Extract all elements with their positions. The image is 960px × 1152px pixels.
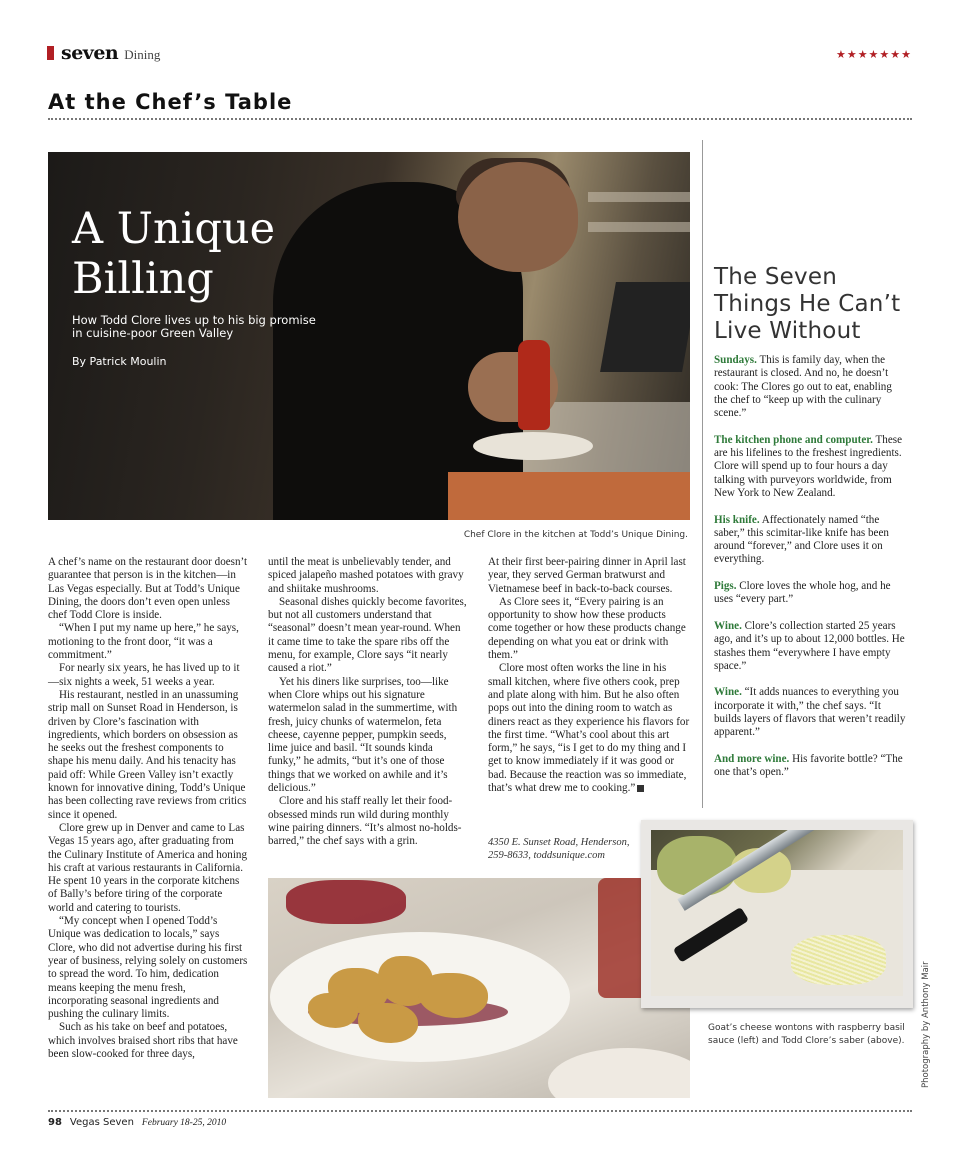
section-label: Dining (124, 47, 161, 62)
photo-credit: Photography by Anthony Mair (921, 961, 931, 1088)
sidebar-item (714, 580, 908, 607)
sidebar-term: Wine. (714, 686, 742, 699)
sidebar-text: His favorite bottle? “The one that’s open.” (714, 752, 903, 779)
page-number: 98 (48, 1117, 62, 1128)
wonton-photo (268, 878, 690, 1098)
sidebar-item (714, 620, 908, 673)
sidebar-item (714, 514, 908, 567)
paragraph: Clore grew up in Denver and came to Las Vegas 15 years ago, after graduating from the Culinary Institute of America and honing his craft at various restaurants in California. He spent 10 years in the corporate kitchens of Bally’s before tiring of the corporate world and catering to tourists. (48, 821, 248, 914)
issue-date: February 18-25, 2010 (141, 1118, 227, 1128)
address-line-1: 4350 E. Sunset Road, Henderson, (488, 837, 630, 848)
article-dek: How Todd Clore lives up to his big promise in cuisine-poor Green Valley (72, 313, 316, 340)
sidebar-term: His knife. (714, 513, 760, 526)
paragraph: At their first beer-pairing dinner in April last year, they served German bratwurst and Vietnamese beef in back-to-back courses. (488, 556, 686, 595)
column-divider (702, 140, 703, 808)
brand-bar (47, 46, 54, 60)
paragraph: “When I put my name up here,” he says, motioning to the front door, “it was a commitment.” (48, 622, 239, 662)
sidebar-text: These are his lifelines to the freshest ingredients. Clore will spend up to four hours a day talking with purveyors worldwide, from New York to New Zealand. (714, 433, 903, 499)
sidebar-item (714, 434, 908, 500)
paragraph (488, 662, 691, 795)
headline-line-1: A Unique (72, 204, 276, 254)
sidebar-title: The Seven Things He Can’t Live Without (714, 264, 901, 344)
section-title: At the Chef’s Table (48, 90, 293, 114)
sidebar-text: “It adds nuances to everything you incorporate it with,” the chef says. “It builds layers of flavors that weren’t readily apparent.” (714, 686, 906, 739)
sidebar-text: Clore loves the whole hog, and he uses “every part.” (714, 580, 891, 606)
article-column-3 (488, 556, 691, 795)
paragraph: A chef’s name on the restaurant door doesn’t guarantee that person is in the kitchen—in Las Vegas especially. But at Todd’s Unique Dining, the doors don’t even open unless chef Todd Clore is inside. (48, 556, 248, 622)
article-headline (72, 204, 275, 304)
sidebar-text: This is family day, when the restaurant is closed. And no, he doesn’t cook: The Clores go out to eat, enabling the chef to “keep up with the culinary scene.” (714, 354, 892, 420)
paragraph: For nearly six years, he has lived up to it—six nights a week, 51 weeks a year. (48, 662, 240, 688)
paragraph-text: Clore most often works the line in his small kitchen, where five others cook, prep and plate along with him. But he also often pops out into the dining room to watch as diners react as they experience his flavors for the first time. “What’s cool about this art form,” he says, “is I get to do my thing and I get to know immediately if it was good or bad. Because the reaction was so immediate, that’s what drew me to cooking.” (488, 662, 690, 795)
paragraph: Yet his diners like surprises, too—like when Clore whips out his signature watermelon salad in the summertime, with fresh, juicy chunks of watermelon, feta cheese, cayenne pepper, pumpkin seeds, lime juice and basil. “It sounds kinda funky,” he admits, “but it’s one of those things that we worked on awhile and it’s delicious.” (268, 675, 458, 795)
sidebar-item (714, 354, 908, 420)
sidebar-term: And more wine. (714, 752, 790, 765)
paragraph: “My concept when I opened Todd’s Unique was dedication to locals,” says Clore, who did not advertise during his first year of business, relying solely on customers to spread the word. To him, dedication means keeping the menu fresh, incorporating seasonal ingredients and pushing the culinary limits. (48, 915, 248, 1021)
page-footer (48, 1117, 226, 1128)
paragraph: Seasonal dishes quickly become favorites, but not all customers understand that “seasonal” doesn’t mean year-round. When it came time to take the spare ribs off the menu, for example, Clore says “it nearly caused a riot.” (268, 595, 467, 675)
sidebar-term: Pigs. (714, 580, 737, 593)
bottom-divider (48, 1110, 912, 1112)
headline-line-2: Billing (72, 254, 214, 304)
paragraph: Such as his take on beef and potatoes, which involves braised short ribs that have been slow-cooked for three days, (48, 1021, 238, 1060)
magazine-name: Vegas Seven (69, 1117, 134, 1128)
address-line-2: 259-8633, toddsunique.com (488, 850, 605, 862)
masthead (47, 42, 160, 64)
paragraph: His restaurant, nestled in an unassuming strip mall on Sunset Road in Henderson, is driven by Clore’s fascination with ingredients, which borders on obsession as he seeks out the freshest components to shape his menu daily. And his tenacity has paid off: While Green Valley isn’t exactly known for innovative dining, Todd’s Unique has been collecting rave reviews from critics since it opened. (48, 688, 247, 821)
sidebar-list (714, 354, 908, 793)
paragraph: As Clore sees it, “Every pairing is an opportunity to show how these products come together or how these products change depending on what you eat or drink with them.” (488, 595, 686, 662)
brand-logo: seven (61, 42, 119, 64)
article-column-1 (48, 556, 248, 1061)
sidebar-item (714, 753, 908, 780)
article-column-2 (268, 556, 468, 849)
top-divider (48, 118, 912, 120)
knife-photo (651, 830, 903, 996)
sidebar-term: Sundays. (714, 354, 757, 366)
sidebar-term: The kitchen phone and computer. (714, 433, 873, 446)
rating-stars: ★★★★★★★ (835, 48, 912, 61)
byline: By Patrick Moulin (72, 355, 167, 368)
photo-caption: Goat’s cheese wontons with raspberry basil sauce (left) and Todd Clore’s saber (above). (708, 1023, 905, 1046)
sidebar-text: Clore’s collection started 25 years ago, and it’s up to about 12,000 bottles. He stashes them “everywhere I have empty space.” (714, 619, 905, 672)
paragraph: Clore and his staff really let their food-obsessed minds run wild during monthly wine pairing dinners. “It’s almost no-holds-barred,” the chef says with a grin. (268, 795, 462, 848)
paragraph: until the meat is unbelievably tender, and spiced jalapeño mashed potatoes with gravy and shiitake mushrooms. (268, 556, 464, 595)
sidebar-item (714, 686, 908, 739)
end-mark-icon (637, 785, 644, 792)
sidebar-term: Wine. (714, 619, 742, 632)
hero-caption: Chef Clore in the kitchen at Todd’s Unique Dining. (463, 530, 688, 540)
sidebar-text: Affectionately named “the saber,” this scimitar-like knife has been around “forever,” and Clore uses it on everything. (714, 513, 889, 566)
